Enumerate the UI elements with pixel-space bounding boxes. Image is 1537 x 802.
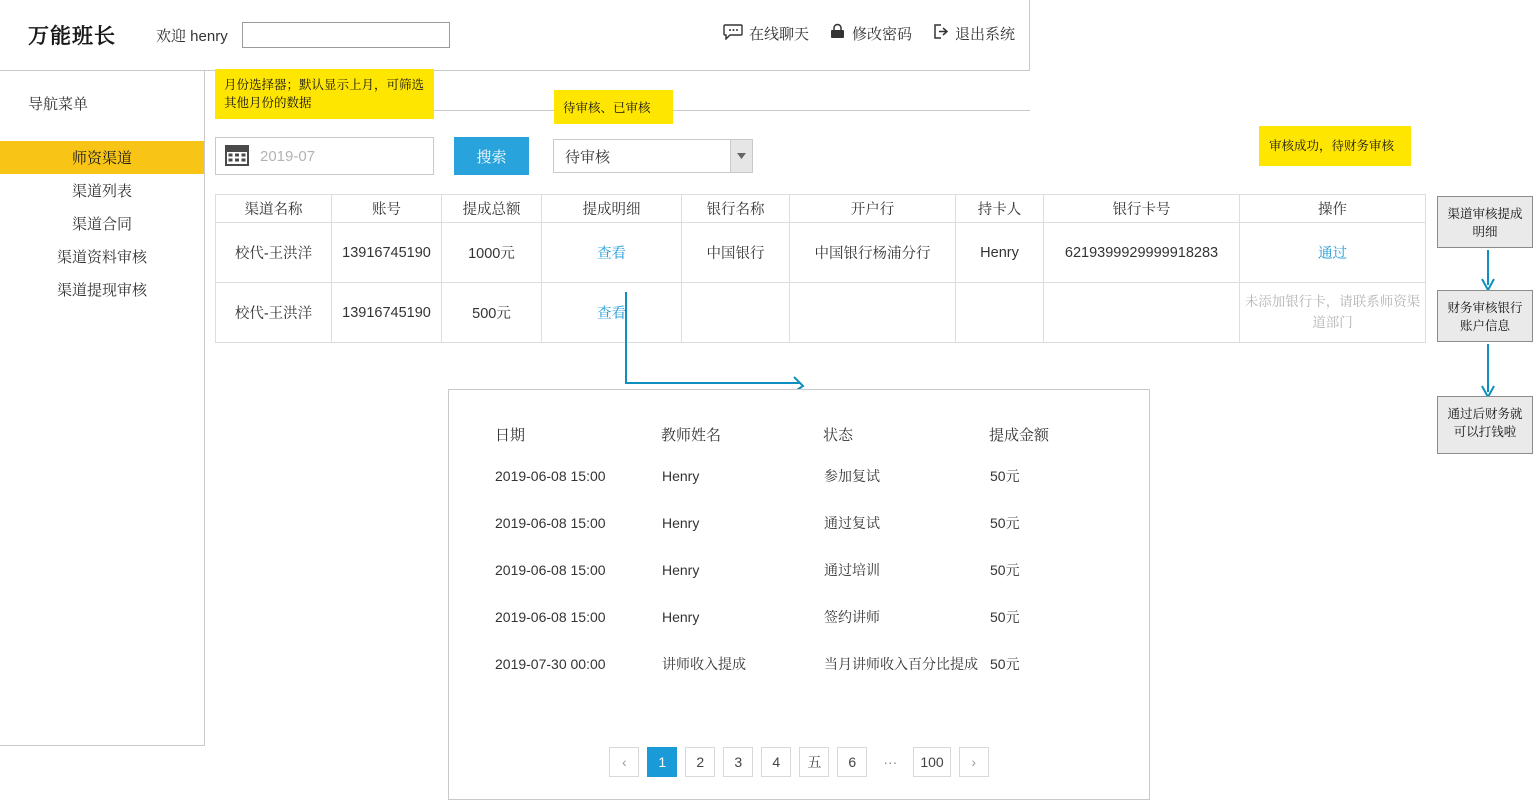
detail-column-header: 教师姓名 [661,426,722,444]
cell-card-holder: Henry [956,223,1044,283]
change-password-label: 修改密码 [851,26,912,43]
annotation-status-filter: 待审核、已审核 [554,90,673,124]
column-header: 持卡人 [956,195,1044,223]
detail-row [449,452,1149,499]
column-header: 提成明细 [542,195,682,223]
sidebar-active-label: 师资渠道 [71,150,132,167]
status-filter-value: 待审核 [565,148,611,166]
month-picker-value: 2019-07 [260,147,316,165]
pagination-page-100[interactable]: 100 [913,747,950,777]
sidebar-item-channel-list[interactable] [0,174,204,207]
detail-date: 2019-06-08 15:00 [495,561,606,578]
action-disabled-note: 未添加银行卡，请联系师资渠道部门 [1244,294,1421,330]
cell-card-holder [956,283,1044,343]
flow-step-3: 通过后财务就可以打钱啦 [1437,396,1533,454]
cell-bank-name: 中国银行 [682,223,790,283]
detail-date: 2019-06-08 15:00 [495,467,606,484]
header-actions [723,23,1015,44]
column-header: 操作 [1240,195,1426,223]
detail-teacher: Henry [662,467,700,484]
column-header: 渠道名称 [216,195,332,223]
detail-status: 通过培训 [824,561,880,578]
detail-row [449,593,1149,640]
detail-teacher: Henry [662,561,700,578]
pagination-page-2[interactable]: 2 [685,747,715,777]
column-header: 银行名称 [682,195,790,223]
detail-row [449,546,1149,593]
detail-status: 参加复试 [824,467,880,484]
detail-date: 2019-06-08 15:00 [495,608,606,625]
view-detail-link[interactable]: 查看 [597,306,626,322]
welcome-text: 欢迎 henry [156,27,228,45]
pagination-page-1[interactable]: 1 [647,747,677,777]
sidebar-item-label: 渠道资料审核 [56,249,147,266]
logout-label: 退出系统 [954,26,1015,43]
detail-status: 通过复试 [824,514,880,531]
annotation-pass-action: 审核成功，待财务审核 [1259,126,1411,166]
detail-column-header: 状态 [823,426,854,444]
flow-step-1: 渠道审核提成明细 [1437,196,1533,248]
search-button[interactable]: 搜索 [454,137,529,175]
chevron-down-icon[interactable] [730,140,752,172]
flow-step-2: 财务审核银行账户信息 [1437,290,1533,342]
detail-teacher: 讲师收入提成 [662,655,746,672]
sidebar-item-channel-contract[interactable] [0,207,204,240]
cell-bank-branch [790,283,956,343]
cell-bank-branch: 中国银行杨浦分行 [790,223,956,283]
detail-column-header: 提成金额 [989,426,1050,444]
app-title: 万能班长 [28,25,116,48]
header-search-input[interactable] [242,22,450,48]
detail-row [449,640,1149,687]
lock-icon [829,23,846,44]
detail-status: 签约讲师 [824,608,880,625]
nav-title: 导航菜单 [28,96,89,113]
cell-channel-name: 校代-王洪洋 [216,223,332,283]
detail-status: 当月讲师收入百分比提成 [824,655,978,672]
cell-account: 13916745190 [332,223,442,283]
detail-amount: 50元 [990,467,1020,484]
column-header: 银行卡号 [1044,195,1240,223]
pagination-page-3[interactable]: 3 [723,747,753,777]
detail-amount: 50元 [990,561,1020,578]
sidebar-item-label: 渠道列表 [71,183,132,200]
cell-total: 500元 [442,283,542,343]
cell-action [1240,283,1426,343]
table-header-row [216,195,1426,223]
detail-header-row [449,416,1149,452]
view-detail-link[interactable]: 查看 [597,246,626,262]
pagination [449,747,1149,777]
online-chat-label: 在线聊天 [748,26,809,43]
change-password-button[interactable] [829,23,912,44]
pagination-next[interactable]: › [959,747,989,777]
cell-detail [542,223,682,283]
table-row [216,283,1426,343]
pagination-ellipsis: ··· [875,747,905,777]
online-chat-button[interactable] [723,23,809,44]
pagination-page-5[interactable]: 五 [799,747,829,777]
cell-account: 13916745190 [332,283,442,343]
detail-row [449,499,1149,546]
commission-detail-panel [448,389,1150,800]
commission-detail-table [449,416,1149,687]
commission-review-table [215,194,1426,343]
sidebar-item-channel-doc-review[interactable] [0,240,204,273]
logout-button[interactable] [932,23,1015,44]
cell-card-number: 6219399929999918283 [1044,223,1240,283]
app-header [0,0,1030,71]
chat-bubble-icon [723,24,743,44]
detail-amount: 50元 [990,608,1020,625]
column-header: 开户行 [790,195,956,223]
cell-bank-name [682,283,790,343]
sidebar-item-label: 渠道合同 [71,216,132,233]
sidebar-item-shizi-qudao[interactable] [0,141,204,174]
cell-total: 1000元 [442,223,542,283]
detail-column-header: 日期 [495,426,526,444]
logout-icon [932,23,949,44]
cell-card-number [1044,283,1240,343]
month-picker[interactable] [215,137,434,175]
table-row [216,223,1426,283]
pagination-page-6[interactable]: 6 [837,747,867,777]
approve-link[interactable]: 通过 [1318,246,1347,262]
detail-amount: 50元 [990,514,1020,531]
calendar-icon [224,142,250,171]
sidebar-item-label: 渠道提现审核 [56,282,147,299]
pagination-prev[interactable]: ‹ [609,747,639,777]
detail-amount: 50元 [990,655,1020,672]
sidebar [0,71,205,746]
status-filter-select[interactable] [553,139,753,173]
cell-detail [542,283,682,343]
detail-teacher: Henry [662,608,700,625]
detail-date: 2019-07-30 00:00 [495,655,606,672]
pagination-page-4[interactable]: 4 [761,747,791,777]
annotation-month-picker: 月份选择器；默认显示上月，可筛选其他月份的数据 [215,69,434,119]
column-header: 提成总额 [442,195,542,223]
detail-date: 2019-06-08 15:00 [495,514,606,531]
cell-action [1240,223,1426,283]
column-header: 账号 [332,195,442,223]
detail-teacher: Henry [662,514,700,531]
sidebar-item-channel-withdraw-review[interactable] [0,273,204,306]
cell-channel-name: 校代-王洪洋 [216,283,332,343]
